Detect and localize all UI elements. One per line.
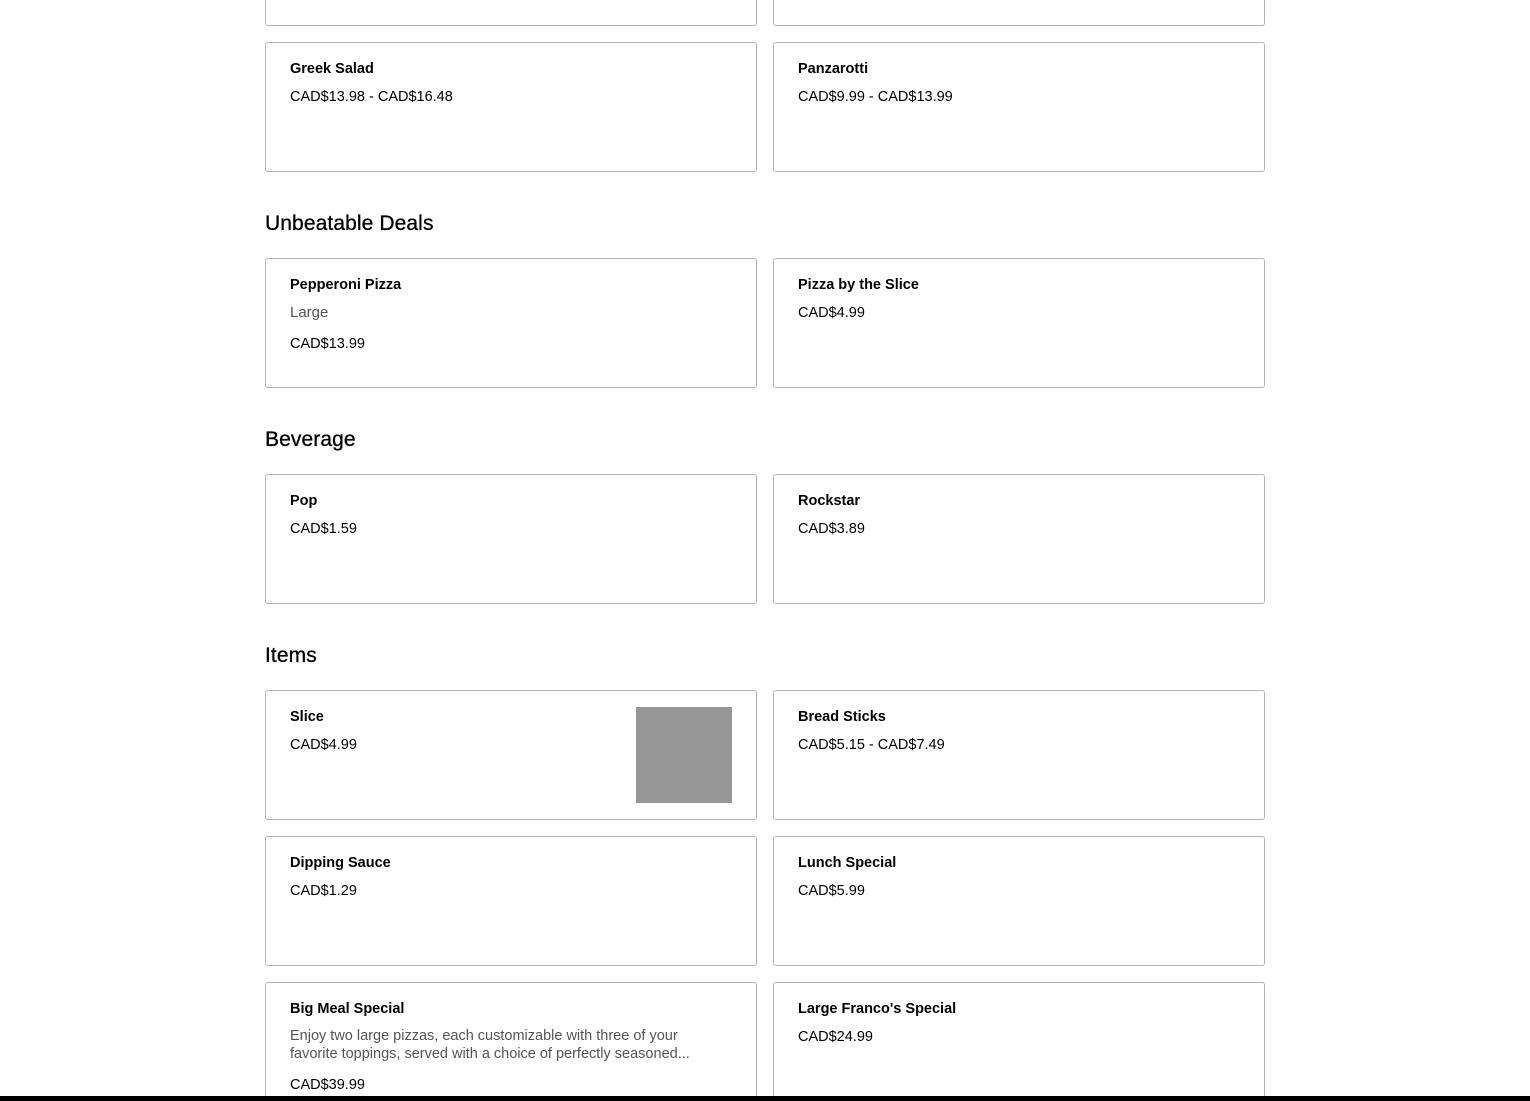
menu-item-name: Bread Sticks bbox=[798, 709, 886, 725]
menu-grid-unbeatable-deals bbox=[265, 258, 1265, 388]
menu-item-price: CAD$4.99 bbox=[798, 305, 865, 321]
menu-item-card-bread-sticks[interactable] bbox=[773, 690, 1265, 820]
bottom-bar bbox=[0, 1096, 1530, 1101]
menu-item-name: Lunch Special bbox=[798, 855, 897, 871]
menu-item-card-panzarotti[interactable] bbox=[773, 42, 1265, 172]
menu-item-card[interactable] bbox=[265, 0, 757, 26]
section-title-beverage: Beverage bbox=[265, 428, 356, 451]
section-title-items: Items bbox=[265, 644, 317, 667]
menu-grid-beverage bbox=[265, 474, 1265, 604]
menu-item-name: Rockstar bbox=[798, 493, 861, 509]
menu-item-card-greek-salad[interactable] bbox=[265, 42, 757, 172]
menu-item-price: CAD$4.99 bbox=[290, 737, 357, 753]
menu-item-card-slice[interactable] bbox=[265, 690, 757, 820]
menu-item-price: CAD$1.59 bbox=[290, 521, 357, 537]
menu-item-name: Dipping Sauce bbox=[290, 855, 391, 871]
menu-item-name: Pop bbox=[290, 493, 318, 509]
menu-item-name: Pepperoni Pizza bbox=[290, 277, 402, 293]
section-title-unbeatable-deals: Unbeatable Deals bbox=[265, 212, 434, 235]
menu-item-card-big-meal-special[interactable] bbox=[265, 982, 757, 1101]
menu-item-price: CAD$5.99 bbox=[798, 883, 865, 899]
menu-grid-salads bbox=[265, 42, 1265, 172]
menu-item-price: CAD$39.99 bbox=[290, 1077, 365, 1093]
menu-item-price: CAD$3.89 bbox=[798, 521, 865, 537]
menu-content bbox=[265, 0, 1265, 1101]
menu-item-price: CAD$9.99 - CAD$13.99 bbox=[798, 89, 953, 105]
menu-item-card-large-francos-special[interactable] bbox=[773, 982, 1265, 1101]
menu-item-card-dipping-sauce[interactable] bbox=[265, 836, 757, 966]
menu-item-card[interactable] bbox=[773, 0, 1265, 26]
menu-item-name: Large Franco's Special bbox=[798, 1001, 957, 1017]
menu-item-price: CAD$13.99 bbox=[290, 336, 365, 352]
menu-item-price: CAD$5.15 - CAD$7.49 bbox=[798, 737, 945, 753]
menu-item-name: Big Meal Special bbox=[290, 1001, 405, 1017]
menu-item-description: Enjoy two large pizzas, each customizable with three of your favorite toppings, served with a choice of perfectly seasoned... bbox=[290, 1028, 690, 1062]
menu-item-card-pop[interactable] bbox=[265, 474, 757, 604]
menu-item-size: Large bbox=[290, 304, 329, 321]
menu-item-card-pepperoni-pizza[interactable] bbox=[265, 258, 757, 388]
menu-item-image[interactable] bbox=[636, 707, 732, 803]
menu-item-card-rockstar[interactable] bbox=[773, 474, 1265, 604]
menu-item-card-lunch-special[interactable] bbox=[773, 836, 1265, 966]
menu-item-name: Pizza by the Slice bbox=[798, 277, 919, 293]
menu-grid-top bbox=[265, 0, 1265, 26]
menu-item-price: CAD$13.98 - CAD$16.48 bbox=[290, 89, 453, 105]
menu-item-name: Panzarotti bbox=[798, 61, 869, 77]
menu-item-card-pizza-by-the-slice[interactable] bbox=[773, 258, 1265, 388]
menu-item-price: CAD$24.99 bbox=[798, 1029, 873, 1045]
menu-grid-items bbox=[265, 690, 1265, 1101]
menu-item-name: Greek Salad bbox=[290, 61, 374, 77]
menu-item-name: Slice bbox=[290, 709, 324, 725]
menu-item-price: CAD$1.29 bbox=[290, 883, 357, 899]
